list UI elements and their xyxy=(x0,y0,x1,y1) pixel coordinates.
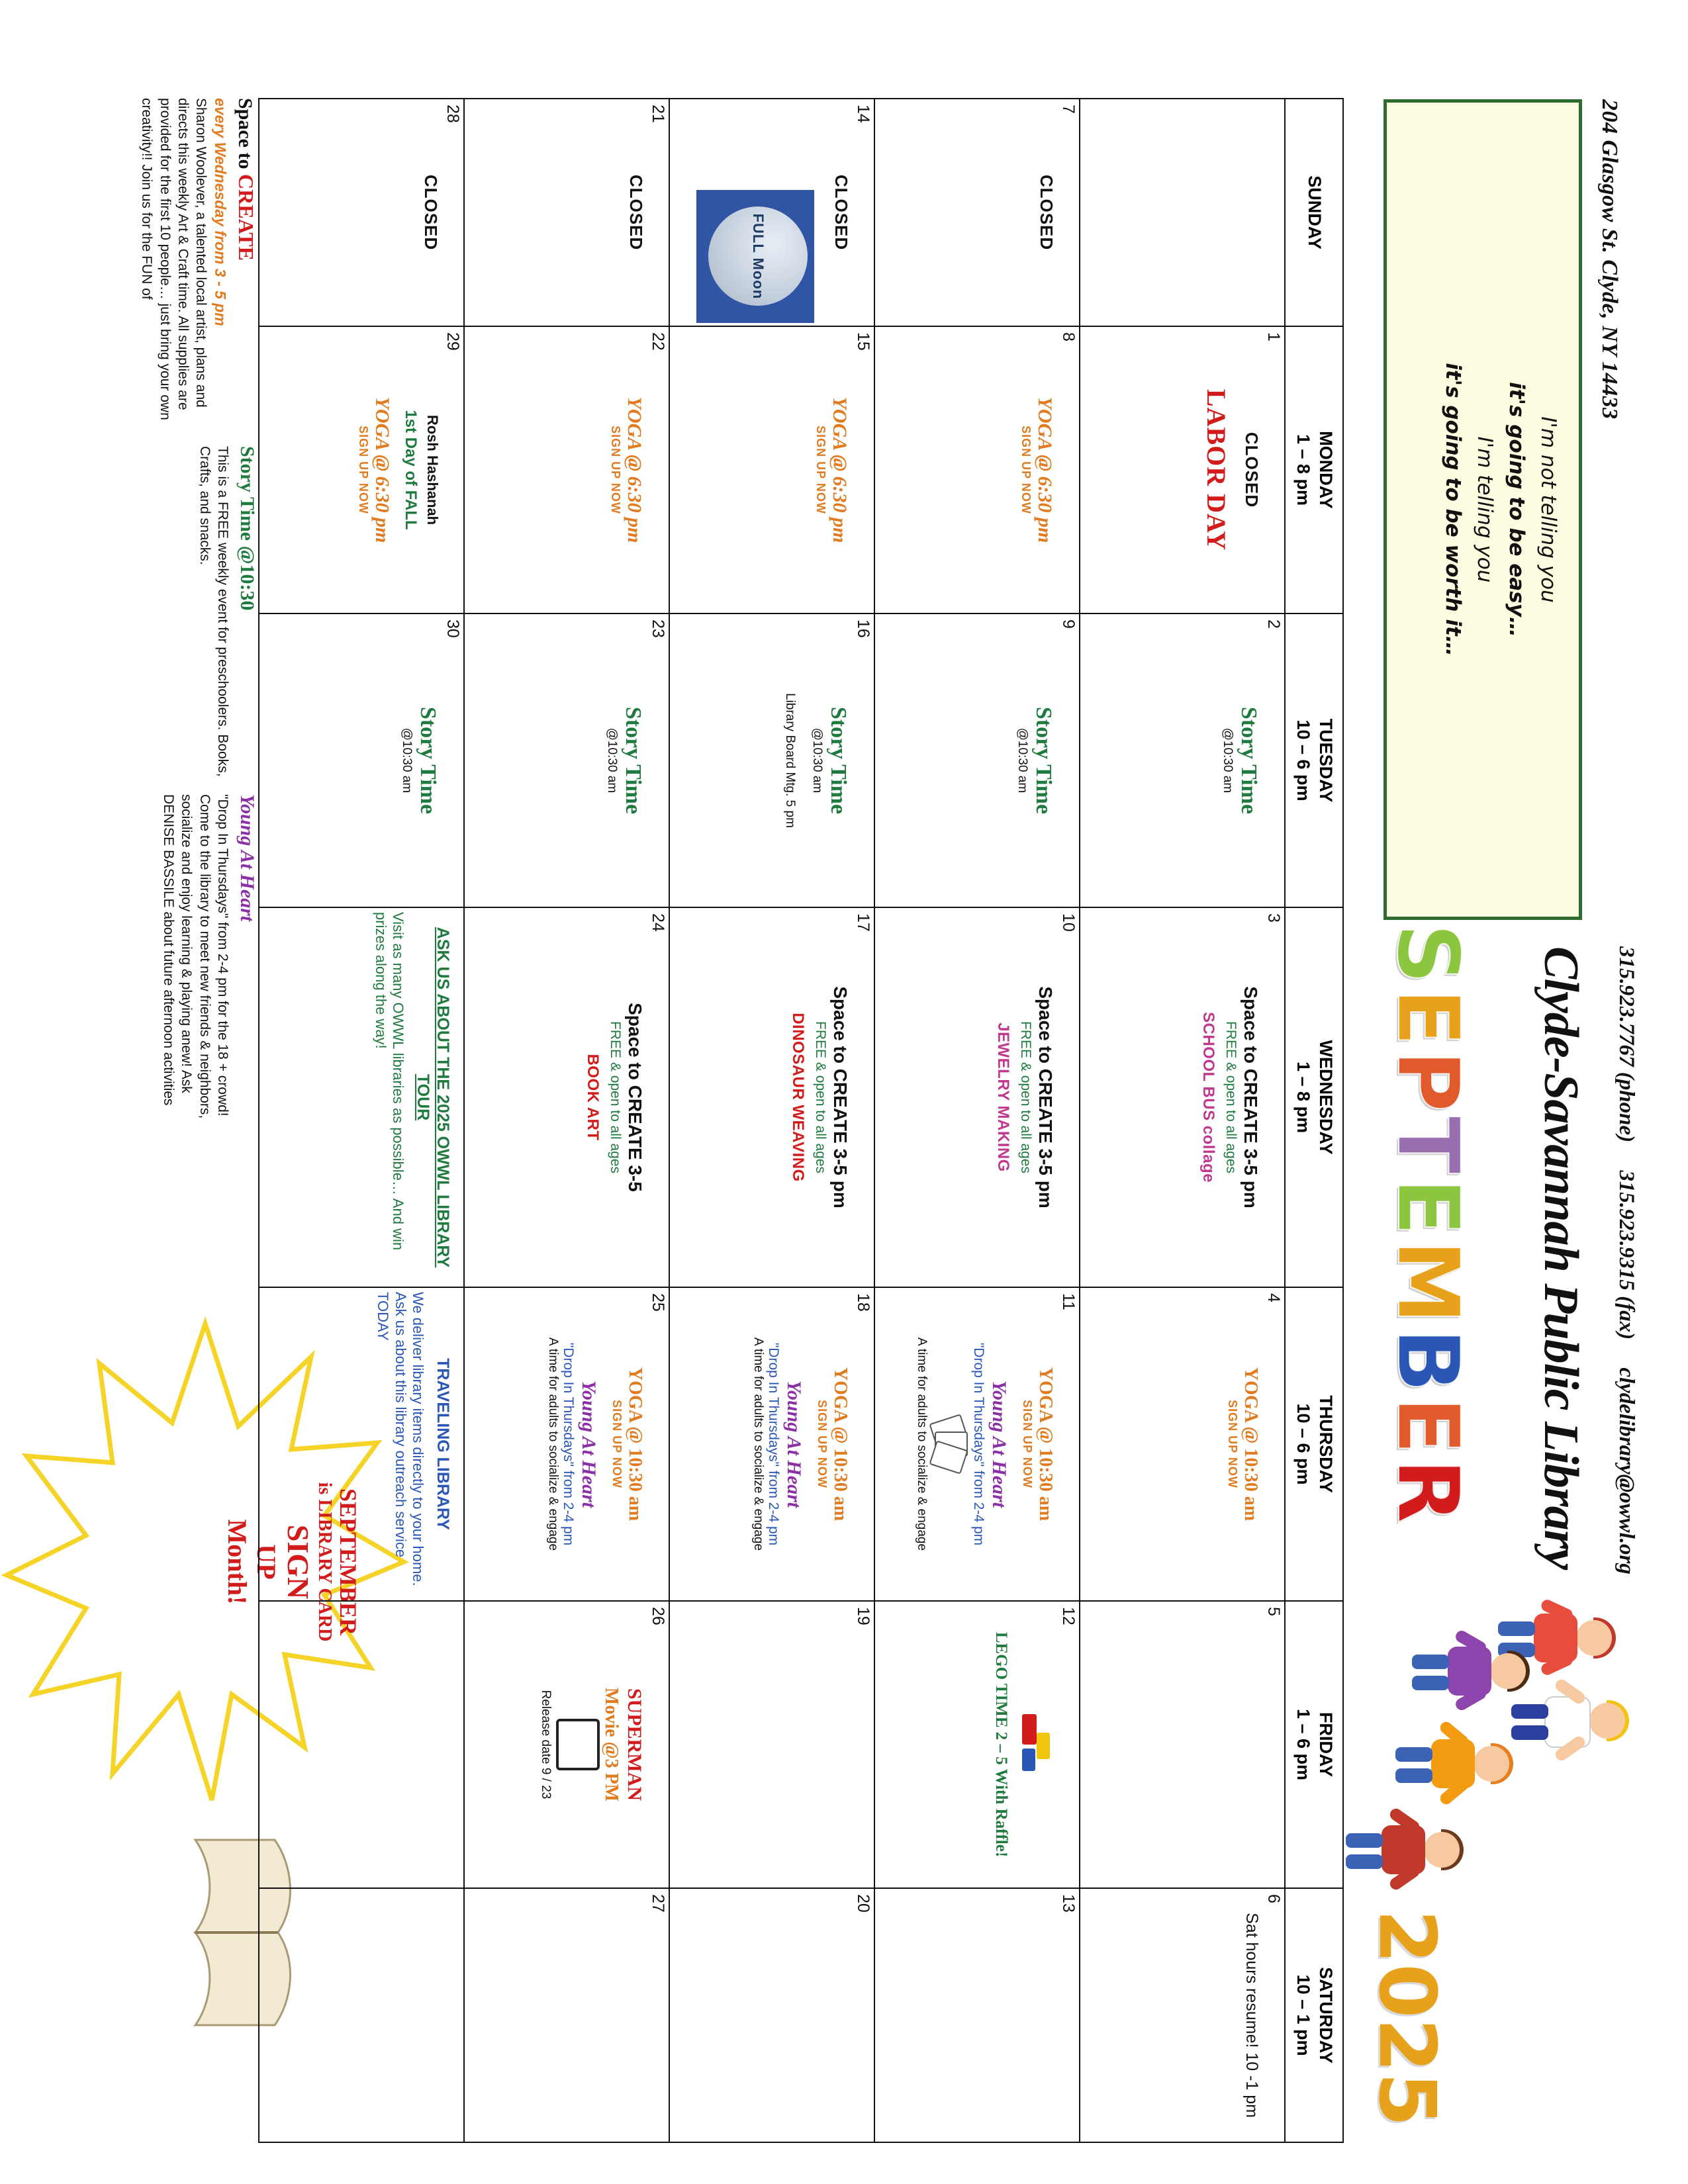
quote-line-1: I'm not telling you xyxy=(1536,416,1560,603)
young-at-heart-sub: "Drop In Thursdays" from 2-4 pm xyxy=(970,1342,986,1546)
day-number: 4 xyxy=(1264,1293,1283,1302)
yah-info-sub: "Drop In Thursdays" from 2-4 pm for the 18 + crowd! xyxy=(215,794,230,1116)
weekday-header-row xyxy=(1285,99,1343,2142)
children-clipart xyxy=(1367,1602,1625,1913)
day-cell-25[interactable] xyxy=(464,1287,669,1601)
weekday-name-thursday: THURSDAY xyxy=(1315,1395,1336,1493)
calendar-week-row xyxy=(669,99,874,2142)
rosh-hashanah-label: Rosh Hashanah xyxy=(424,414,441,525)
day-number: 7 xyxy=(1059,105,1078,114)
closed-label: CLOSED xyxy=(831,174,851,251)
space-to-create-info xyxy=(138,98,258,429)
yoga-signup-note: SIGN UP NOW xyxy=(609,426,622,514)
day-cell-14[interactable] xyxy=(669,99,874,326)
day-cell-11[interactable] xyxy=(874,1287,1080,1601)
day-number: 2 xyxy=(1264,619,1283,629)
quote-line-3: I'm telling you xyxy=(1472,436,1497,583)
weekday-header-sunday xyxy=(1285,99,1343,326)
yoga-label: YOGA @ 6:30 pm xyxy=(1034,396,1056,543)
calendar-week-row xyxy=(874,99,1080,2142)
day-number: 30 xyxy=(444,619,462,638)
day-cell-27[interactable] xyxy=(464,1888,669,2142)
day-number: 27 xyxy=(649,1894,667,1913)
month-letter-6: M xyxy=(1378,1240,1477,1324)
young-at-heart-note: A time for adults to socialize & engage xyxy=(751,1337,765,1551)
day-cell-5[interactable] xyxy=(1080,1601,1285,1888)
full-moon-icon: FULL Moon xyxy=(708,206,808,306)
day-number: 21 xyxy=(649,105,667,123)
lego-bricks-icon xyxy=(1014,1714,1054,1775)
day-number: 26 xyxy=(649,1607,667,1625)
month-letter-8: E xyxy=(1378,1396,1477,1455)
phone-text: 315.923.7767 (phone) xyxy=(1615,946,1638,1143)
day-cell-12[interactable] xyxy=(874,1601,1080,1888)
weekday-header-wednesday xyxy=(1285,907,1343,1287)
month-letter-4: T xyxy=(1378,1116,1477,1174)
calendar-week-row xyxy=(1080,99,1285,2142)
story-time-time: @10:30 am xyxy=(1015,727,1030,794)
weekday-header-tuesday xyxy=(1285,614,1343,907)
day-number: 3 xyxy=(1264,913,1283,923)
yoga-signup-note: SIGN UP NOW xyxy=(1226,1400,1240,1488)
yoga-signup-note: SIGN UP NOW xyxy=(1021,1400,1035,1488)
weekday-name-saturday: SATURDAY xyxy=(1315,1967,1336,2064)
day-cell-18[interactable] xyxy=(669,1287,874,1601)
yoga-label: YOGA @ 10:30 am xyxy=(1241,1367,1261,1522)
library-name: Clyde-Savannah Public Library xyxy=(1534,946,1588,1570)
day-cell-17[interactable] xyxy=(669,907,874,1287)
email-text[interactable]: clydelibrary@owwl.org xyxy=(1615,1367,1638,1574)
space-to-create-title: Space to CREATE 3-5 pm xyxy=(1241,986,1261,1208)
day-cell-29[interactable] xyxy=(259,326,464,614)
labor-day-label: LABOR DAY xyxy=(1201,388,1231,551)
day-cell-20[interactable] xyxy=(669,1888,874,2142)
day-number: 11 xyxy=(1059,1293,1078,1310)
calendar-week-row xyxy=(464,99,669,2142)
yah-info-title: Young At Heart xyxy=(236,794,258,922)
yoga-signup-note: SIGN UP NOW xyxy=(814,426,827,514)
day-number: 22 xyxy=(649,332,667,351)
quote-box xyxy=(1383,99,1582,920)
closed-label: CLOSED xyxy=(626,174,646,251)
story-time-time: @10:30 am xyxy=(605,727,620,794)
day-cell-4[interactable] xyxy=(1080,1287,1285,1601)
yoga-label: YOGA @ 6:30 pm xyxy=(624,396,645,543)
year-title: 2025 xyxy=(1362,1909,1453,2127)
story-time-time: @10:30 am xyxy=(1221,727,1235,794)
fax-text: 315.923.9315 (fax) xyxy=(1615,1170,1638,1340)
story-info-title: Story Time xyxy=(236,446,258,541)
month-letter-3: P xyxy=(1378,1050,1477,1113)
young-at-heart-sub: "Drop In Thursdays" from 2-4 pm xyxy=(560,1342,576,1546)
day-cell-13[interactable] xyxy=(874,1888,1080,2142)
signup-month-cell xyxy=(259,1601,464,1888)
day-cell-10[interactable] xyxy=(874,907,1080,1287)
yoga-label: YOGA @ 6:30 pm xyxy=(829,396,851,543)
day-cell-19[interactable] xyxy=(669,1601,874,1888)
space-info-title: Space to xyxy=(234,98,256,169)
space-to-create-title: Space to CREATE 3-5 pm xyxy=(1035,986,1056,1208)
signup-line-3: SIGN xyxy=(281,1524,315,1600)
day-number: 28 xyxy=(444,105,462,123)
day-number: 17 xyxy=(854,913,872,932)
space-free-note: FREE & open to all ages xyxy=(813,1021,829,1173)
story-time-title: Story Time xyxy=(621,706,645,815)
day-number: 10 xyxy=(1059,913,1078,932)
story-time-title: Story Time xyxy=(1031,706,1056,815)
library-contact-line xyxy=(1614,946,1638,1574)
day-cell-3[interactable] xyxy=(1080,907,1285,1287)
weekday-name-monday: MONDAY xyxy=(1315,431,1336,509)
signup-line-5: Month! xyxy=(222,1519,253,1605)
weekday-hours-friday: 1 – 6 pm xyxy=(1293,1708,1313,1781)
day-cell-30[interactable] xyxy=(259,614,464,907)
traveling-library-heading: TRAVELING LIBRARY xyxy=(434,1358,452,1530)
saturday-hours-note: Sat hours resume! 10 -1 pm xyxy=(1243,1913,1261,2118)
yoga-signup-note: SIGN UP NOW xyxy=(356,426,370,514)
day-cell-22[interactable] xyxy=(464,326,669,614)
yoga-label: YOGA @ 10:30 am xyxy=(830,1367,851,1522)
day-cell-24[interactable] xyxy=(464,907,669,1287)
activity-label: DINOSAUR WEAVING xyxy=(789,1013,808,1182)
movie-release-note: Release date 9 / 23 xyxy=(539,1690,553,1799)
space-to-create-title: Space to CREATE 3-5 pm xyxy=(830,986,851,1208)
activity-label: JEWELRY MAKING xyxy=(994,1023,1013,1172)
story-time-time: @10:30 am xyxy=(400,727,414,794)
television-icon xyxy=(556,1719,600,1770)
traveling-library-body: We deliver library items directly to your home. Ask us about this library outreach service TODAY xyxy=(375,1292,426,1586)
traveling-library-cell[interactable] xyxy=(259,1287,464,1601)
activity-label: SCHOOL BUS collage xyxy=(1199,1012,1218,1183)
weekday-name-wednesday: WEDNESDAY xyxy=(1315,1040,1336,1155)
day-number: 23 xyxy=(649,619,667,638)
story-info-time: @10:30 xyxy=(236,545,258,611)
signup-line-4: UP xyxy=(252,1544,282,1580)
weekday-header-friday xyxy=(1285,1601,1343,1888)
playing-cards-icon xyxy=(932,1418,970,1470)
day-cell-7[interactable] xyxy=(874,99,1080,326)
space-free-note: FREE & open to all ages xyxy=(608,1021,624,1173)
day-cell-8[interactable] xyxy=(874,326,1080,614)
day-number: 6 xyxy=(1264,1894,1283,1903)
day-number: 8 xyxy=(1059,332,1078,341)
day-cell-16[interactable] xyxy=(669,614,874,907)
day-cell-26[interactable] xyxy=(464,1601,669,1888)
weekday-name-tuesday: TUESDAY xyxy=(1315,718,1336,803)
calendar-grid xyxy=(258,98,1344,2143)
month-letter-7: B xyxy=(1378,1328,1477,1393)
young-at-heart-title: Young At Heart xyxy=(577,1380,600,1508)
day-cell-1[interactable] xyxy=(1080,326,1285,614)
day-number: 1 xyxy=(1264,332,1283,341)
weekday-name-sunday: SUNDAY xyxy=(1304,175,1325,250)
address-text: 204 Glasgow St. Clyde, NY 14433 xyxy=(1597,99,1622,420)
day-number: 13 xyxy=(1059,1894,1078,1913)
story-time-title: Story Time xyxy=(1237,706,1261,815)
movie-time: Movie @3 PM xyxy=(601,1687,622,1802)
weekday-hours-monday: 1 – 8 pm xyxy=(1293,433,1313,506)
signup-line-1: SEPTEMBER xyxy=(335,1488,361,1636)
board-meeting-note: Library Board Mtg. 5 pm xyxy=(783,693,798,828)
day-number: 12 xyxy=(1059,1607,1078,1625)
day-number: 29 xyxy=(444,332,462,351)
signup-line-2: is LIBRARY CARD xyxy=(314,1482,336,1642)
movie-title: SUPERMAN xyxy=(624,1688,645,1801)
month-letter-9: R xyxy=(1378,1458,1477,1524)
yah-info-body: Come to the library to meet new friends & neighbors, socialize and enjoy learning & playing anew! Ask DENISE BASSILE about future afternoon activities xyxy=(161,794,212,1119)
weekday-hours-saturday: 10 – 1 pm xyxy=(1293,1974,1313,2056)
day-number: 19 xyxy=(854,1607,872,1625)
day-cell-21[interactable] xyxy=(464,99,669,326)
weekday-hours-tuesday: 10 – 6 pm xyxy=(1293,719,1313,801)
story-time-info xyxy=(138,446,258,777)
library-address-line xyxy=(1597,99,1622,420)
space-info-body: Sharon Woolever, a talented local artist, plans and directs this weekly Art & Craft time. All supplies are provided for the first 10 people… just bring your own creativity!! Join us for the FUN of xyxy=(139,98,209,420)
day-number: 20 xyxy=(854,1894,872,1913)
story-time-title: Story Time xyxy=(826,706,851,815)
day-cell-28[interactable] xyxy=(259,99,464,326)
yoga-signup-note: SIGN UP NOW xyxy=(610,1400,624,1488)
day-cell-6[interactable] xyxy=(1080,1888,1285,2142)
day-number: 5 xyxy=(1264,1607,1283,1616)
story-info-body: This is a FREE weekly event for preschoolers. Books, Crafts, and snacks. xyxy=(197,446,230,777)
day-number: 24 xyxy=(649,913,667,932)
day-number: 16 xyxy=(854,619,872,638)
day-number: 15 xyxy=(854,332,872,351)
empty-cell xyxy=(259,1888,464,2142)
story-time-title: Story Time xyxy=(416,706,440,815)
space-to-create-title: Space to CREATE 3-5 xyxy=(625,1003,645,1192)
activity-label: BOOK ART xyxy=(584,1054,602,1141)
space-free-note: FREE & open to all ages xyxy=(1018,1021,1034,1173)
weekday-name-friday: FRIDAY xyxy=(1315,1711,1336,1778)
day-cell-empty xyxy=(1080,99,1285,326)
quote-line-4: it's going to be worth it… xyxy=(1440,363,1465,657)
month-letter-1: S xyxy=(1378,923,1477,985)
young-at-heart-note: A time for adults to socialize & engage xyxy=(545,1337,560,1551)
space-info-when: every Wednesday from 3 - 5 pm xyxy=(212,98,229,326)
month-letter-2: E xyxy=(1378,988,1477,1046)
quote-line-2: it's going to be easy… xyxy=(1504,382,1528,637)
month-title xyxy=(1378,923,1477,1527)
day-number: 25 xyxy=(649,1293,667,1312)
month-letter-5: E xyxy=(1378,1177,1477,1236)
space-info-create: CREATE xyxy=(234,174,258,261)
young-at-heart-title: Young At Heart xyxy=(782,1380,805,1508)
young-at-heart-sub: "Drop In Thursdays" from 2-4 pm xyxy=(765,1342,781,1546)
yoga-label: YOGA @ 10:30 am xyxy=(1035,1367,1056,1522)
bottom-info-strip xyxy=(138,98,258,2077)
day-number: 9 xyxy=(1059,619,1078,629)
young-at-heart-info xyxy=(138,794,258,1125)
day-cell-23[interactable] xyxy=(464,614,669,907)
young-at-heart-title: Young At Heart xyxy=(988,1380,1010,1508)
weekday-hours-thursday: 10 – 6 pm xyxy=(1293,1403,1313,1485)
day-number: 14 xyxy=(854,105,872,123)
yoga-signup-note: SIGN UP NOW xyxy=(816,1400,829,1488)
closed-label: CLOSED xyxy=(1037,174,1056,251)
weekday-header-monday xyxy=(1285,326,1343,614)
weekday-header-saturday xyxy=(1285,1888,1343,2142)
weekday-header-thursday xyxy=(1285,1287,1343,1601)
yoga-label: YOGA @ 6:30 pm xyxy=(371,396,393,543)
owwl-tour-body: Visit as many OWWL libraries as possible… And win prizes along the way! xyxy=(372,912,406,1251)
lego-time-label: LEGO TIME 2 – 5 With Raffle! xyxy=(992,1631,1010,1858)
day-cell-15[interactable] xyxy=(669,326,874,614)
calendar-week-row xyxy=(259,99,464,2142)
owwl-tour-heading: ASK US ABOUT THE 2025 OWWL LIBRARY TOUR xyxy=(414,927,452,1268)
owwl-tour-cell[interactable] xyxy=(259,907,464,1287)
yoga-label: YOGA @ 10:30 am xyxy=(625,1367,645,1522)
story-time-time: @10:30 am xyxy=(810,727,825,794)
closed-label: CLOSED xyxy=(421,174,441,251)
yoga-signup-note: SIGN UP NOW xyxy=(1019,426,1033,514)
full-moon-panel xyxy=(696,190,814,323)
day-number: 18 xyxy=(854,1293,872,1312)
young-at-heart-note: A time for adults to socialize & engage xyxy=(914,1337,929,1551)
first-day-of-fall-label: 1st Day of FALL xyxy=(401,410,420,530)
space-free-note: FREE & open to all ages xyxy=(1223,1021,1239,1173)
weekday-hours-wednesday: 1 – 8 pm xyxy=(1293,1061,1313,1134)
day-cell-2[interactable] xyxy=(1080,614,1285,907)
day-cell-9[interactable] xyxy=(874,614,1080,907)
closed-label: CLOSED xyxy=(1242,432,1262,508)
